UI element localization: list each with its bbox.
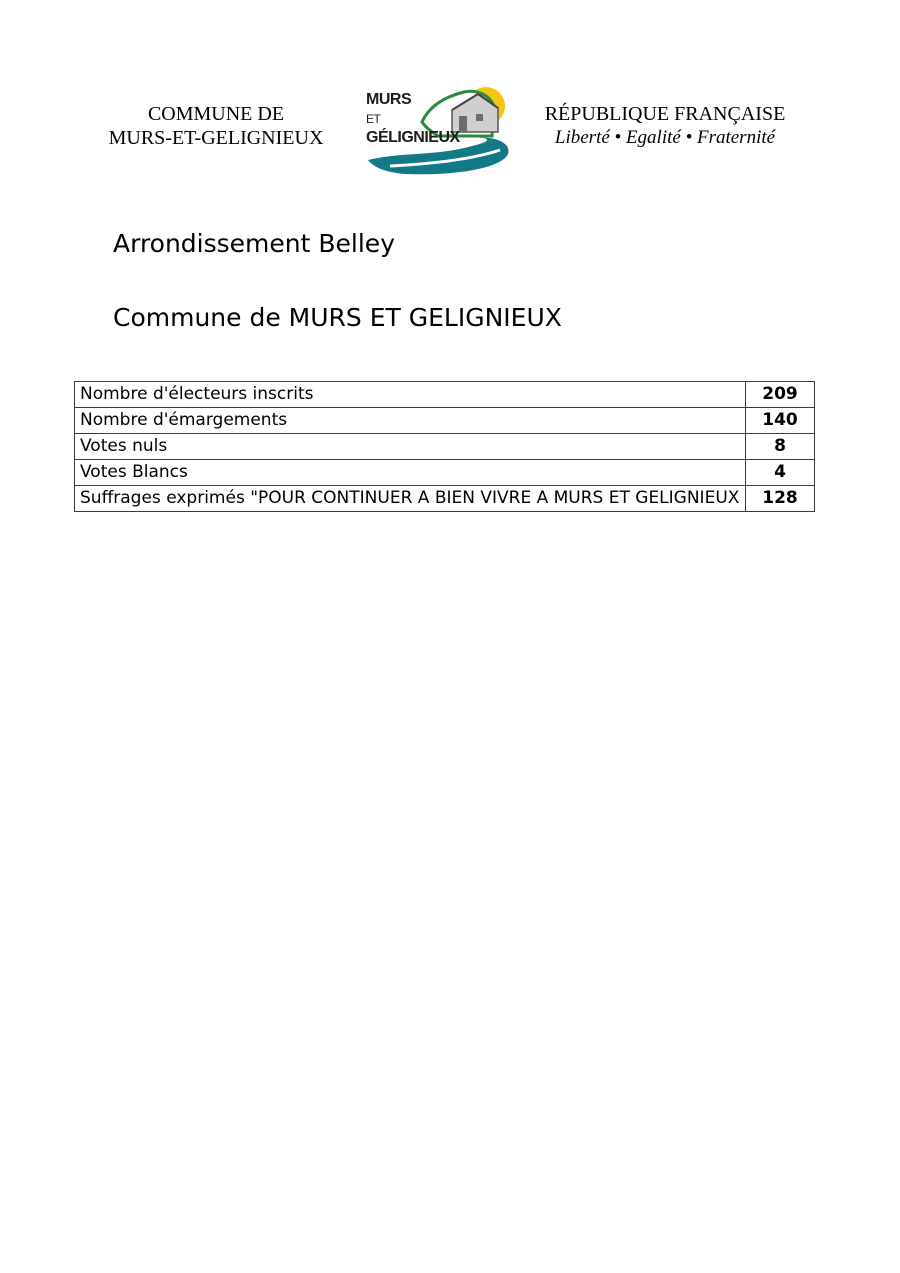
table-row bbox=[75, 460, 815, 486]
commune-logo bbox=[360, 82, 515, 178]
row-label: Nombre d'émargements bbox=[75, 408, 746, 434]
commune-header bbox=[96, 102, 336, 150]
results-table bbox=[74, 381, 815, 512]
logo-text-murs: MURS bbox=[366, 91, 412, 108]
table-row bbox=[75, 408, 815, 434]
republic-title: RÉPUBLIQUE FRANÇAISE bbox=[544, 103, 786, 125]
republic-motto: Liberté • Egalité • Fraternité bbox=[554, 127, 776, 148]
row-label: Suffrages exprimés "POUR CONTINUER A BIEN VIVRE A MURS ET GELIGNIEUX bbox=[75, 486, 746, 512]
row-value: 140 bbox=[746, 408, 815, 434]
logo-text-et: ET bbox=[366, 112, 381, 126]
row-label: Votes nuls bbox=[75, 434, 746, 460]
row-value: 209 bbox=[746, 382, 815, 408]
commune-heading: Commune de MURS ET GELIGNIEUX bbox=[113, 303, 562, 332]
row-label: Votes Blancs bbox=[75, 460, 746, 486]
republic-header bbox=[530, 102, 800, 150]
table-row bbox=[75, 434, 815, 460]
logo-text-gelignieux: GÉLIGNIEUX bbox=[366, 129, 460, 146]
table-row bbox=[75, 382, 815, 408]
commune-header-line1: COMMUNE DE bbox=[147, 103, 285, 125]
commune-header-line2: MURS-ET-GELIGNIEUX bbox=[108, 127, 324, 149]
row-value: 8 bbox=[746, 434, 815, 460]
row-value: 4 bbox=[746, 460, 815, 486]
row-value: 128 bbox=[746, 486, 815, 512]
arrondissement-heading: Arrondissement Belley bbox=[113, 229, 395, 258]
table-row bbox=[75, 486, 815, 512]
row-label: Nombre d'électeurs inscrits bbox=[75, 382, 746, 408]
